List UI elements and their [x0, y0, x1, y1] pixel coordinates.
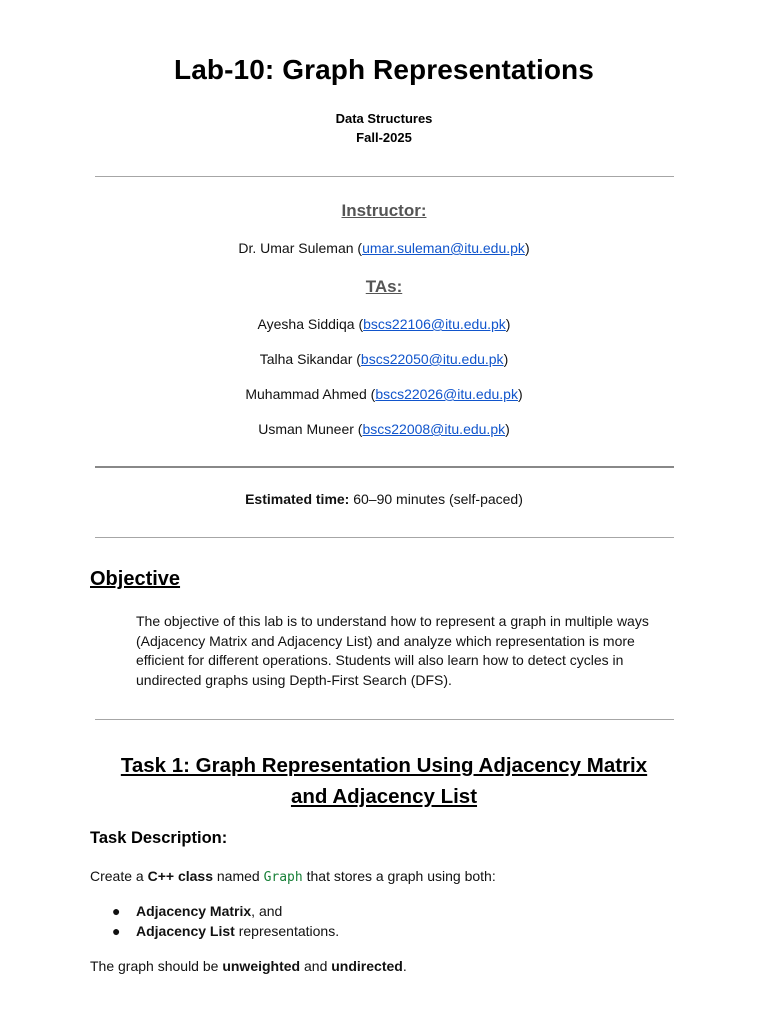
paren-close: )	[503, 351, 509, 367]
instructor-line	[0, 240, 768, 256]
tas-heading: TAs:	[365, 277, 403, 296]
ta-name: Ayesha Siddiqa (	[257, 316, 364, 332]
ta-email-link[interactable]: bscs22106@itu.edu.pk	[363, 316, 506, 332]
list-item	[112, 902, 339, 922]
ta-line	[0, 421, 768, 437]
paren-close: )	[517, 386, 523, 402]
task1-heading-line1: Task 1: Graph Representation Using Adjacency Matrix	[120, 754, 648, 777]
estimated-time-label: Estimated time:	[245, 491, 350, 507]
final-pre: The graph should be	[90, 958, 223, 974]
final-bold-1: unweighted	[222, 958, 301, 974]
create-post: that stores a graph using both:	[302, 868, 496, 884]
final-mid: and	[300, 958, 332, 974]
ta-line	[0, 351, 768, 367]
list-item	[112, 922, 339, 942]
paren-close: )	[505, 316, 511, 332]
task1-heading-line2: and Adjacency List	[290, 785, 478, 808]
objective-text: The objective of this lab is to understand how to represent a graph in multiple ways (Adjacency Matrix and Adjacency List) and analyze which representation is more efficient for different operations. Students will also learn how to detect cycles in undirected graphs using Depth-First Search (DFS).	[136, 613, 649, 688]
ta-email-link[interactable]: bscs22050@itu.edu.pk	[360, 351, 504, 367]
task1-heading	[0, 750, 768, 812]
create-mid: named	[212, 868, 264, 884]
instructor-email-link[interactable]: umar.suleman@itu.edu.pk	[362, 240, 525, 256]
final-post: .	[402, 958, 407, 974]
ta-email-link[interactable]: bscs22008@itu.edu.pk	[362, 421, 506, 437]
ta-line	[0, 316, 768, 332]
course-name: Data Structures	[335, 111, 433, 126]
ta-email-link[interactable]: bscs22026@itu.edu.pk	[375, 386, 518, 402]
divider	[95, 719, 674, 720]
final-bold-2: undirected	[331, 958, 403, 974]
task-description-heading: Task Description:	[90, 829, 228, 847]
bullet-icon: ●	[112, 922, 121, 939]
term: Fall-2025	[356, 130, 412, 145]
divider	[95, 537, 674, 538]
create-class-sentence	[90, 868, 496, 885]
create-bold: C++ class	[147, 868, 213, 884]
instructor-heading: Instructor:	[341, 201, 427, 220]
bullet-icon: ●	[112, 903, 121, 919]
ta-name: Muhammad Ahmed (	[245, 386, 376, 402]
graph-type-sentence	[90, 958, 407, 974]
instructor-name: Dr. Umar Suleman (	[238, 240, 363, 256]
estimated-time	[0, 491, 768, 507]
divider	[95, 466, 674, 468]
page-title: Lab-10: Graph Representations	[174, 54, 594, 85]
estimated-time-value: 60–90 minutes (self-paced)	[349, 491, 523, 507]
list-item-rest: representations.	[234, 922, 340, 939]
ta-name: Talha Sikandar (	[259, 351, 361, 367]
class-name-code: Graph	[263, 870, 303, 885]
representation-list	[112, 902, 339, 941]
list-item-bold: Adjacency List	[136, 922, 235, 939]
ta-line	[0, 386, 768, 402]
paren-close: )	[524, 240, 530, 256]
divider	[95, 176, 674, 177]
paren-close: )	[505, 421, 510, 437]
list-item-bold: Adjacency Matrix	[136, 903, 252, 919]
create-pre: Create a	[90, 868, 148, 884]
ta-name: Usman Muneer (	[258, 421, 363, 437]
objective-heading: Objective	[90, 568, 181, 590]
list-item-rest: , and	[251, 903, 283, 919]
